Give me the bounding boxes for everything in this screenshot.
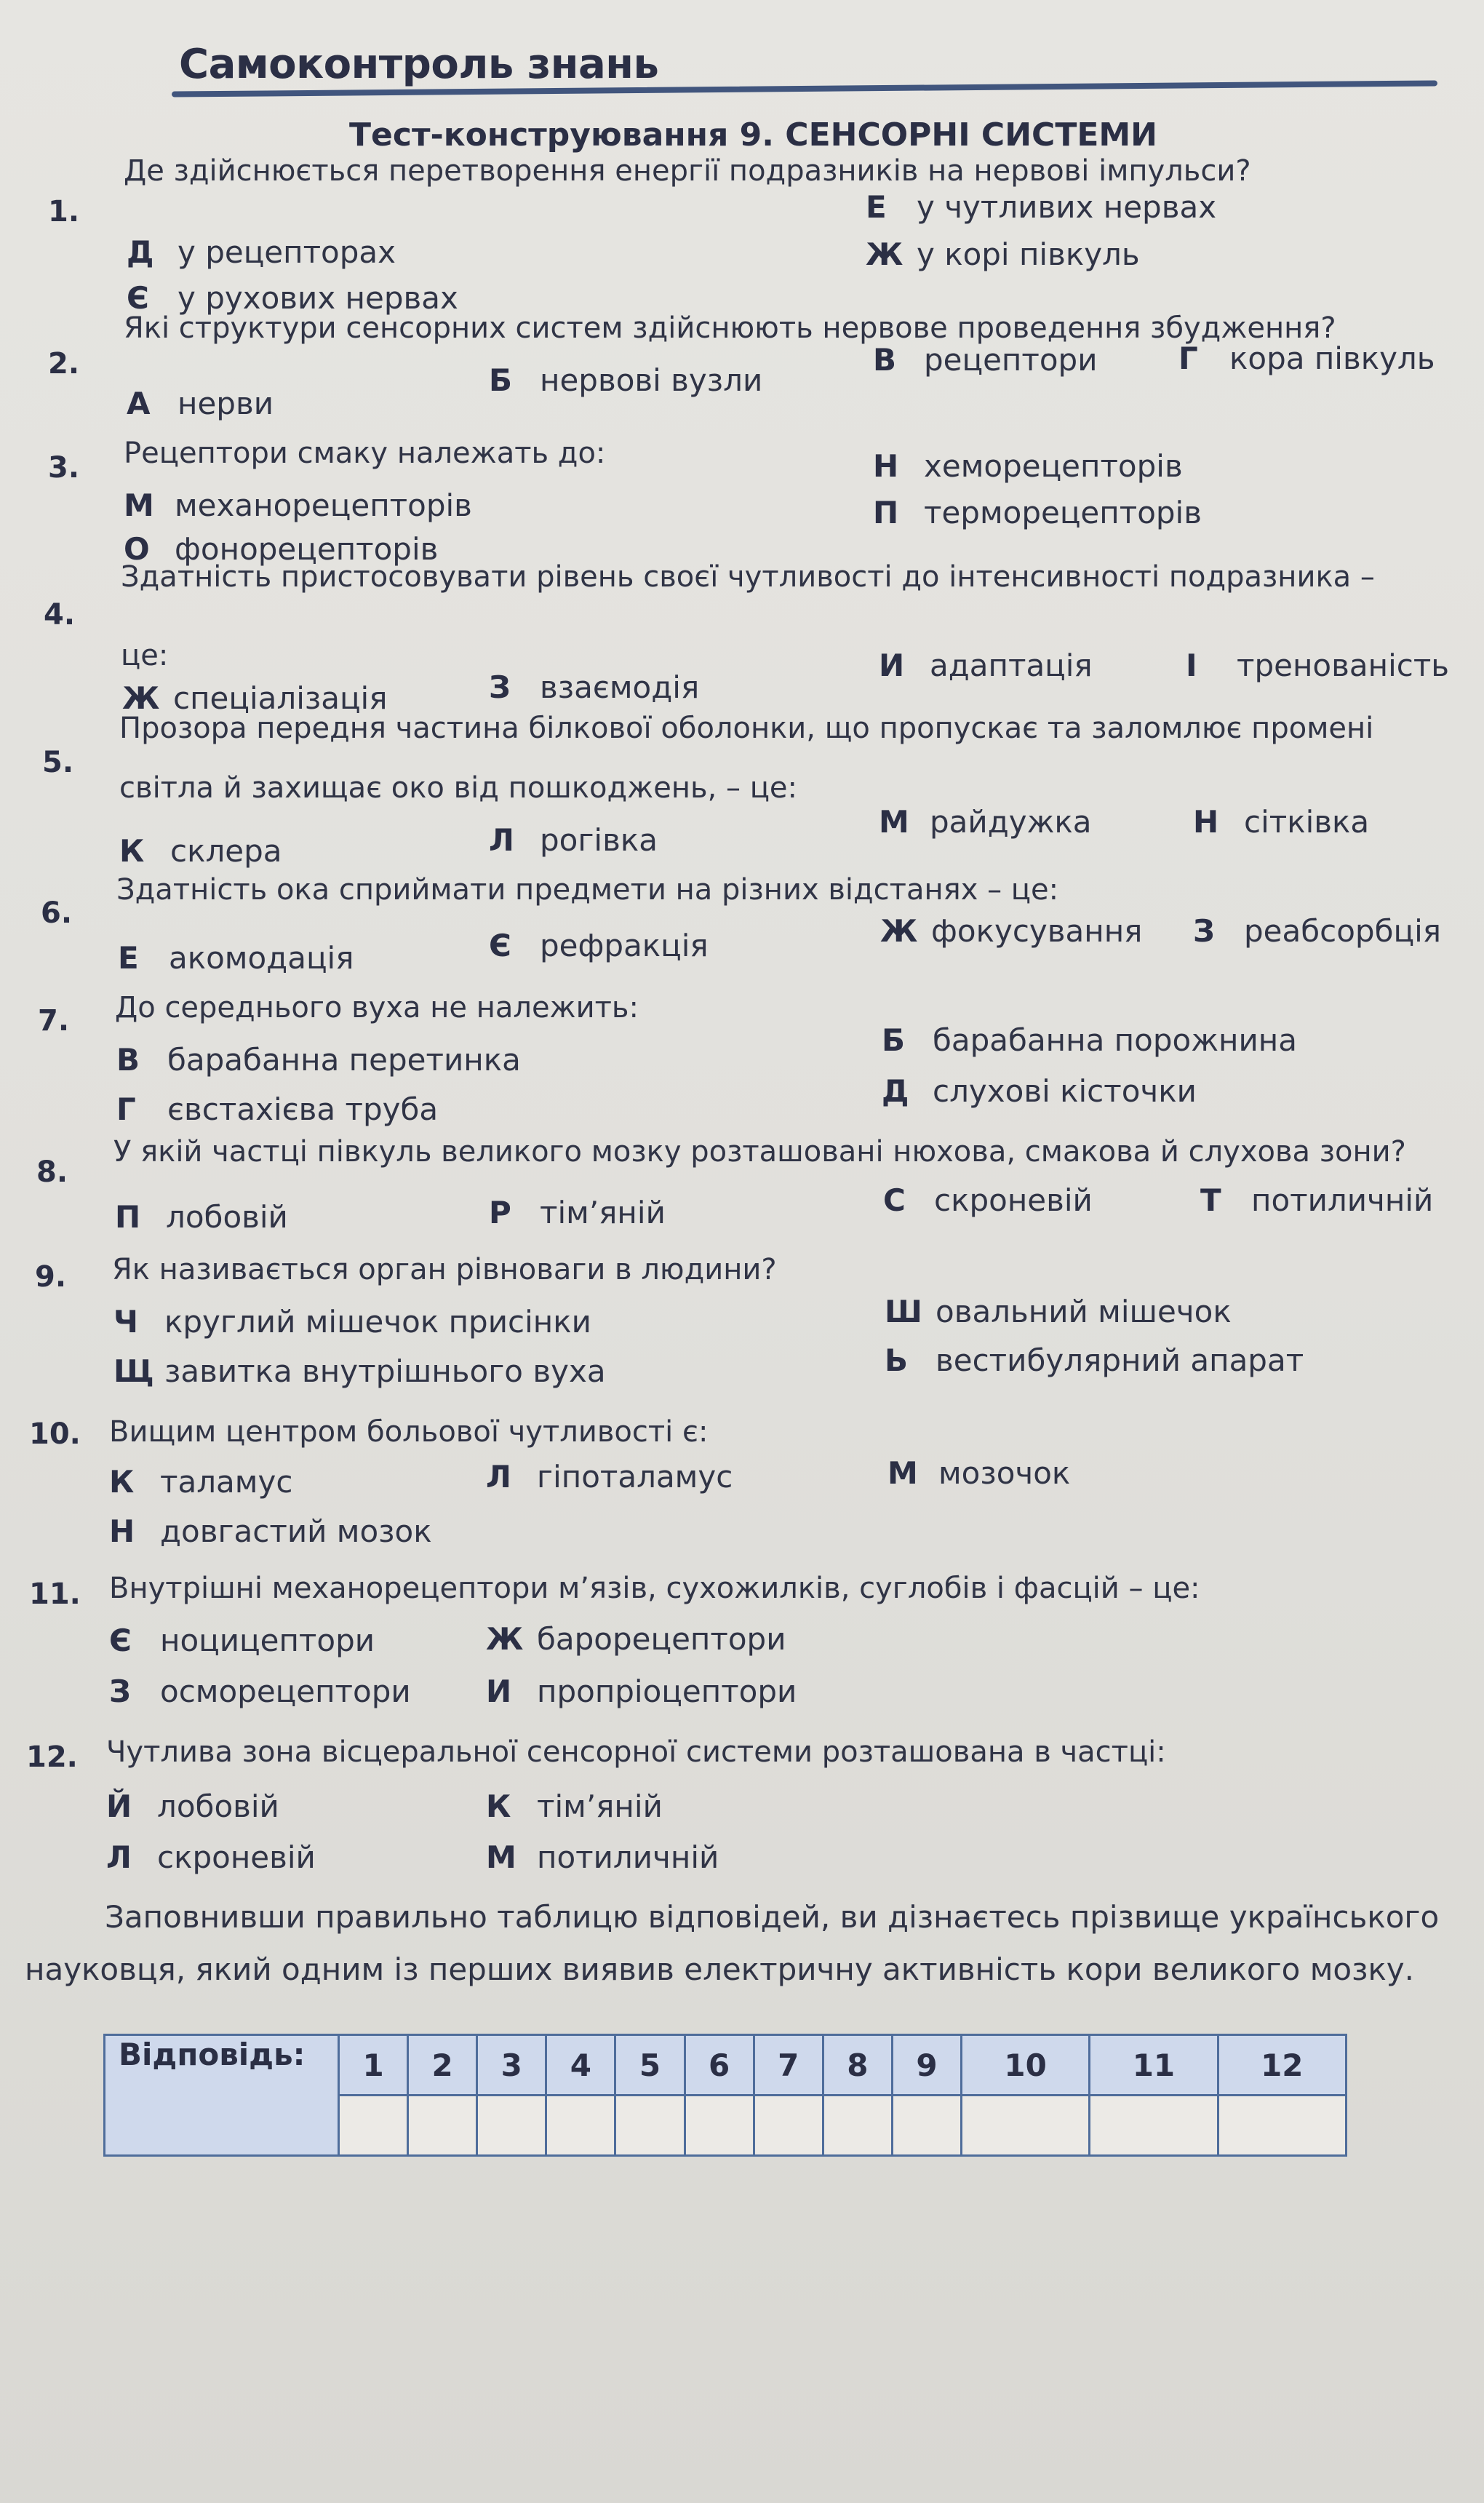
answer-option (489, 669, 699, 705)
question-text: Чутлива зона вісцеральної сенсорної системи розташована в частці: (106, 1735, 1166, 1769)
option-text: фонорецепторів (175, 531, 439, 567)
option-text: ноцицептори (160, 1623, 375, 1658)
option-text: нервові вузли (540, 362, 763, 398)
option-letter: Н (109, 1513, 135, 1549)
option-letter: Є (109, 1623, 132, 1658)
option-text: завитка внутрішнього вуха (164, 1353, 606, 1389)
question-text: Рецептори смаку належать до: (124, 437, 606, 470)
answer-cell[interactable] (615, 2096, 685, 2156)
answer-column-number: 2 (408, 2035, 477, 2096)
answer-column-number: 9 (892, 2035, 961, 2096)
option-letter: М (887, 1455, 918, 1491)
question-number: 10. (29, 1417, 81, 1451)
answer-option (866, 236, 1140, 272)
option-letter: М (486, 1839, 516, 1875)
option-text: тім’яній (540, 1195, 666, 1230)
option-letter: З (109, 1674, 131, 1709)
question-number: 1. (48, 195, 80, 228)
option-letter: Д (127, 234, 154, 270)
question-number: 8. (36, 1155, 68, 1189)
answer-option (124, 488, 472, 523)
option-text: фокусування (931, 913, 1143, 949)
option-letter: И (879, 648, 905, 683)
answer-option (866, 189, 1216, 225)
option-letter: О (124, 531, 150, 567)
option-letter: Е (118, 940, 139, 976)
answer-option (1193, 804, 1369, 840)
option-text: спеціалізація (173, 680, 388, 716)
answer-table-header-row (105, 2035, 1347, 2096)
option-text: тренованість (1237, 648, 1450, 683)
question-text: Прозора передня частина білкової оболонки, що пропускає та заломлює промені (119, 712, 1374, 745)
answer-option (1186, 648, 1449, 683)
answer-option (113, 1353, 606, 1389)
answer-option (486, 1621, 786, 1657)
test-title: Тест-конструювання 9. СЕНСОРНІ СИСТЕМИ (349, 116, 1157, 154)
option-text: адаптація (930, 648, 1093, 683)
option-text: рецептори (924, 342, 1098, 378)
answer-option (879, 804, 1092, 840)
option-letter: К (119, 833, 145, 869)
question-text: До середнього вуха не належить: (115, 991, 639, 1024)
answer-column-number: 8 (823, 2035, 892, 2096)
question-number: 6. (41, 896, 73, 930)
option-letter: Е (866, 189, 887, 225)
question-number: 12. (26, 1740, 78, 1774)
option-letter: В (116, 1042, 140, 1078)
question-text: Які структури сенсорних систем здійснюють нервове проведення збудження? (124, 311, 1336, 345)
option-text: у рецепторах (177, 234, 396, 270)
option-text: склера (170, 833, 282, 869)
option-text: слухові кісточки (933, 1073, 1197, 1109)
answer-option (486, 1674, 797, 1709)
answer-option (1193, 913, 1441, 949)
option-letter: Ь (885, 1342, 909, 1378)
question-text: Здатність ока сприймати предмети на різних відстанях – це: (116, 873, 1059, 907)
question-text: Внутрішні механорецептори м’язів, сухожилків, суглобів і фасцій – це: (109, 1572, 1200, 1605)
question-text: світла й захищає око від пошкоджень, – це: (119, 771, 798, 805)
answer-option (116, 1091, 438, 1127)
option-letter: Л (489, 822, 514, 858)
option-text: гіпоталамус (537, 1459, 733, 1495)
option-text: лобовій (166, 1199, 288, 1235)
answer-option (1200, 1182, 1433, 1218)
option-letter: К (109, 1464, 135, 1500)
answer-option (109, 1623, 375, 1658)
option-letter: Г (116, 1091, 136, 1127)
option-letter: Ш (885, 1294, 922, 1329)
answer-option (115, 1199, 288, 1235)
answer-column-number: 4 (546, 2035, 615, 2096)
option-text: хеморецепторів (924, 448, 1183, 484)
option-letter: Д (882, 1073, 909, 1109)
option-letter: Н (873, 448, 899, 484)
option-letter: К (486, 1788, 511, 1824)
option-letter: З (489, 669, 511, 705)
option-text: сітківка (1244, 804, 1370, 840)
option-letter: С (883, 1182, 906, 1218)
answer-option (127, 280, 458, 316)
option-text: лобовій (157, 1788, 279, 1824)
option-text: акомодація (169, 940, 354, 976)
option-text: кора півкуль (1229, 341, 1435, 376)
option-text: у корі півкуль (917, 236, 1140, 272)
answer-cell[interactable] (546, 2096, 615, 2156)
question-number: 7. (38, 1004, 70, 1038)
answer-option (873, 342, 1098, 378)
answer-column-number: 1 (339, 2035, 408, 2096)
question-number: 9. (35, 1260, 67, 1294)
option-letter: І (1186, 648, 1197, 683)
answer-column-number: 5 (615, 2035, 685, 2096)
question-text: Де здійснюється перетворення енергії подразників на нервові імпульси? (124, 154, 1251, 188)
answer-cell[interactable] (339, 2096, 408, 2156)
option-letter: Ж (866, 236, 903, 272)
option-letter: Ж (880, 913, 918, 949)
answer-cell[interactable] (1090, 2096, 1218, 2156)
option-text: вестибулярний апарат (936, 1342, 1304, 1378)
answer-option (489, 928, 709, 963)
option-text: скроневій (934, 1182, 1093, 1218)
option-text: потиличній (537, 1839, 719, 1875)
option-letter: П (115, 1199, 141, 1235)
answer-option (113, 1304, 591, 1340)
question-number: 3. (48, 451, 80, 485)
option-text: рефракція (540, 928, 709, 963)
option-text: овальний мішечок (936, 1294, 1232, 1329)
option-text: євстахієва труба (167, 1091, 439, 1127)
option-letter: Л (106, 1839, 132, 1875)
question-text: У якій частці півкуль великого мозку розташовані нюхова, смакова й слухова зони? (113, 1135, 1406, 1169)
answer-cell[interactable] (754, 2096, 823, 2156)
option-text: круглий мішечок присінки (164, 1304, 591, 1340)
answer-option (882, 1022, 1297, 1058)
answer-option (109, 1513, 432, 1549)
option-letter: Ж (486, 1621, 524, 1657)
option-letter: Г (1178, 341, 1198, 376)
option-letter: Б (489, 362, 513, 398)
option-text: довгастий мозок (160, 1513, 432, 1549)
option-text: скроневій (157, 1839, 316, 1875)
option-text: мозочок (938, 1455, 1071, 1491)
option-text: у рухових нервах (177, 280, 458, 316)
answer-option (489, 822, 658, 858)
answer-option (486, 1788, 663, 1824)
option-letter: А (127, 386, 151, 421)
answer-column-number: 10 (961, 2035, 1089, 2096)
answer-option (116, 1042, 521, 1078)
answer-option (486, 1459, 733, 1495)
option-text: осморецептори (160, 1674, 411, 1709)
answer-option (109, 1464, 292, 1500)
option-text: барорецептори (537, 1621, 786, 1657)
option-letter: И (486, 1674, 512, 1709)
option-text: у чутливих нервах (917, 189, 1217, 225)
option-text: пропріоцептори (537, 1674, 797, 1709)
option-letter: Л (486, 1459, 511, 1495)
answer-column-number: 7 (754, 2035, 823, 2096)
option-letter: В (873, 342, 897, 378)
question-number: 4. (44, 598, 76, 632)
option-letter: Ж (122, 680, 160, 716)
answer-option (885, 1294, 1232, 1329)
option-letter: Є (127, 280, 149, 316)
answer-option (882, 1073, 1197, 1109)
answer-cell[interactable] (685, 2096, 754, 2156)
option-text: механорецепторів (175, 488, 472, 523)
answer-option (122, 680, 388, 716)
option-letter: Щ (113, 1353, 154, 1389)
answer-option (109, 1674, 411, 1709)
answer-column-number: 11 (1090, 2035, 1218, 2096)
option-text: потиличній (1251, 1182, 1434, 1218)
question-text: Вищим центром больової чутливості є: (109, 1415, 709, 1449)
answer-option (486, 1839, 719, 1875)
answer-option (489, 1195, 666, 1230)
option-text: тім’яній (537, 1788, 663, 1824)
answer-option (127, 234, 396, 270)
option-letter: Н (1193, 804, 1219, 840)
answer-option (873, 448, 1183, 484)
answer-column-number: 6 (685, 2035, 754, 2096)
answer-option (127, 386, 274, 421)
question-text: Як називається орган рівноваги в людини? (112, 1253, 777, 1286)
answer-cell[interactable] (892, 2096, 961, 2156)
answer-cell[interactable] (823, 2096, 892, 2156)
answer-cell[interactable] (961, 2096, 1089, 2156)
option-text: взаємодія (540, 669, 700, 705)
option-letter: Т (1200, 1182, 1221, 1218)
option-letter: Ч (113, 1304, 138, 1340)
option-letter: М (124, 488, 154, 523)
answer-cell[interactable] (408, 2096, 477, 2156)
option-text: терморецепторів (924, 495, 1202, 530)
answer-table (103, 2034, 1347, 2157)
instructions-line: Заповнивши правильно таблицю відповідей, ви дізнаєтесь прізвище українського (105, 1899, 1440, 1935)
answer-option (885, 1342, 1304, 1378)
option-letter: М (879, 804, 909, 840)
answer-option (489, 362, 762, 398)
question-text: Здатність пристосовувати рівень своєї чутливості до інтенсивності подразника – (121, 560, 1375, 594)
option-text: таламус (160, 1464, 293, 1500)
answer-option (106, 1839, 316, 1875)
answer-option (1178, 341, 1435, 376)
instructions-line: науковця, який одним із перших виявив електричну активність кори великого мозку. (25, 1951, 1415, 1987)
option-letter: З (1193, 913, 1215, 949)
answer-option (119, 833, 282, 869)
answer-column-number: 3 (477, 2035, 546, 2096)
question-number: 11. (29, 1577, 81, 1611)
answer-cell[interactable] (1218, 2096, 1346, 2156)
option-letter: Є (489, 928, 511, 963)
option-text: реабсорбція (1244, 913, 1442, 949)
answer-option (887, 1455, 1070, 1491)
option-text: нерви (177, 386, 274, 421)
option-text: рогівка (540, 822, 658, 858)
answer-option (883, 1182, 1093, 1218)
answer-cell[interactable] (477, 2096, 546, 2156)
option-text: райдужка (930, 804, 1092, 840)
option-text: барабанна порожнина (933, 1022, 1297, 1058)
answer-column-number: 12 (1218, 2035, 1346, 2096)
question-text: це: (121, 639, 169, 672)
question-number: 5. (42, 746, 74, 779)
answer-option (880, 913, 1142, 949)
answer-label: Відповідь: (105, 2035, 339, 2156)
answer-option (879, 648, 1093, 683)
option-letter: П (873, 495, 899, 530)
option-letter: Р (489, 1195, 511, 1230)
answer-option (873, 495, 1202, 530)
option-letter: Б (882, 1022, 906, 1058)
answer-option (118, 940, 354, 976)
question-number: 2. (48, 347, 80, 381)
section-title: Самоконтроль знань (179, 41, 659, 88)
option-letter: Й (106, 1788, 132, 1824)
answer-option (106, 1788, 279, 1824)
option-text: барабанна перетинка (167, 1042, 521, 1078)
